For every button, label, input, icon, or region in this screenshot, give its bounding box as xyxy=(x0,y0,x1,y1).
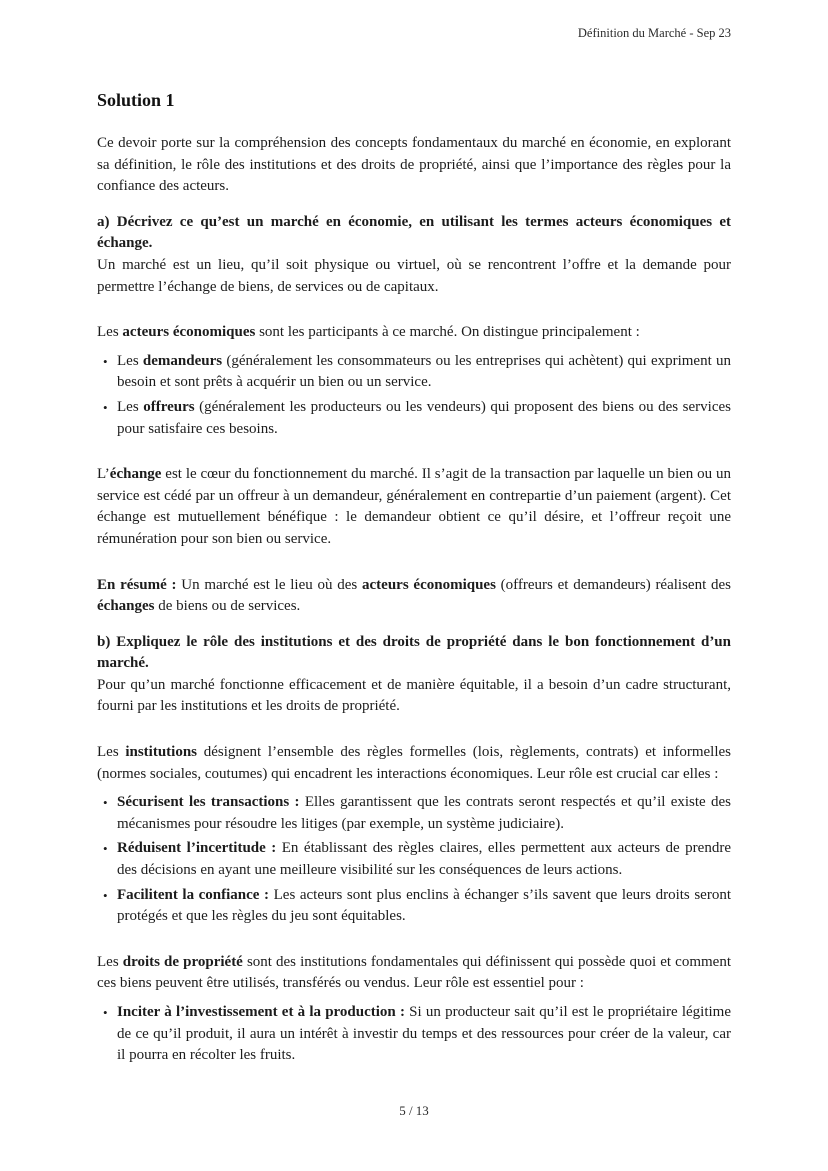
text-segment: En établissant des règles claires, elles permettent aux acteurs de prendre des décisions en ayant une meilleure visibilité sur les conséquences de leurs actions. xyxy=(117,840,731,879)
text-segment: est le cœur du fonctionnement du marché. Il s’agit de la transaction par laquelle un bien ou un service est cédé par un offreur à un demandeur, généralement en contrepartie d’un paiement (argent). Cet échange est mutuellement bénéfique : le demandeur obtient ce qu’il désire, et l’offreur reçoit une rémunération pour son bien ou service. xyxy=(97,466,731,547)
intro-paragraph xyxy=(97,133,731,198)
acteurs-paragraph xyxy=(97,322,731,344)
text-segment: Sécurisent les transactions : xyxy=(117,794,300,811)
list-item xyxy=(117,1002,731,1067)
text-segment: b) Expliquez le rôle des institutions et des droits de propriété dans le bon fonctionnement d’un marché. xyxy=(97,633,731,672)
text-segment: Réduisent l’incertitude : xyxy=(117,840,277,857)
text-segment: (offreurs et demandeurs) réalisent des xyxy=(495,576,731,593)
text-segment: Elles garantissent que les contrats seront respectés et qu’il existe des mécanismes pour résoudre les litiges (par exemple, un système judiciaire). xyxy=(117,794,731,832)
text-segment: Ce devoir porte sur la compréhension des concepts fondamentaux du marché en économie, en explorant sa définition, le rôle des institutions et des droits de propriété, ainsi que l’importance des règles pour la confiance des acteurs. xyxy=(97,135,731,195)
text-segment: échanges xyxy=(97,598,155,615)
text-segment: Les acteurs sont plus enclins à échanger s’ils savent que leurs droits seront protégés et que les règles du jeu sont équitables. xyxy=(117,886,731,925)
section-a-heading xyxy=(97,212,731,255)
resume-paragraph xyxy=(97,575,731,618)
text-segment: L’ xyxy=(97,466,110,483)
text-segment: (généralement les consommateurs ou les entreprises qui achètent) qui expriment un besoin et sont prêts à acquérir un bien ou un service. xyxy=(117,352,731,391)
page-title: Solution 1 xyxy=(97,90,175,110)
text-segment: Les xyxy=(97,744,126,761)
text-segment: a) Décrivez ce qu’est un marché en économie, en utilisant les termes acteurs économiques et échange. xyxy=(97,213,731,252)
text-segment: Les xyxy=(97,953,123,970)
text-segment: Facilitent la confiance : xyxy=(117,886,270,903)
text-segment: Si un producteur sait qu’il est le propriétaire légitime de ce qu’il produit, il aura un intérêt à investir du temps et des ressources pour créer de la valeur, car il pourra en récolter les fruits. xyxy=(117,1004,732,1064)
list-item xyxy=(117,838,731,881)
text-segment: (généralement les producteurs ou les vendeurs) qui proposent des biens ou des services pour satisfaire ces besoins. xyxy=(117,398,731,437)
text-segment: sont des institutions fondamentales qui définissent qui possède quoi et comment ces biens peuvent être utilisés, transférés ou vendus. Leur rôle est essentiel pour : xyxy=(97,953,732,992)
text-segment: Pour qu’un marché fonctionne efficacement et de manière équitable, il a besoin d’un cadre structurant, fourni par les institutions et les droits de propriété. xyxy=(97,676,731,715)
droits-paragraph xyxy=(97,952,731,995)
page-number: 5 / 13 xyxy=(399,1103,429,1118)
institutions-list xyxy=(97,792,731,928)
text-segment: sont les participants à ce marché. On distingue principalement : xyxy=(255,324,640,341)
list-item xyxy=(117,792,731,835)
page-header-title: Définition du Marché - Sep 23 xyxy=(577,26,731,40)
text-segment: demandeurs xyxy=(142,352,223,369)
section-b-body xyxy=(97,675,731,718)
text-segment: Les xyxy=(117,352,143,369)
text-segment: Les xyxy=(97,324,123,341)
text-segment: institutions xyxy=(125,744,198,761)
text-segment: offreurs xyxy=(143,398,195,415)
section-b-heading xyxy=(97,632,731,675)
institutions-paragraph xyxy=(97,742,731,785)
list-item xyxy=(117,351,731,394)
section-a-body xyxy=(97,255,731,298)
document-content xyxy=(97,90,731,1070)
list-item xyxy=(117,397,731,440)
text-segment: Un marché est le lieu où des xyxy=(176,576,363,593)
text-segment: acteurs économiques xyxy=(362,576,496,593)
acteurs-list xyxy=(97,351,731,440)
text-segment: Les xyxy=(117,398,144,415)
text-segment: de biens ou de services. xyxy=(154,598,301,615)
text-segment: Un marché est un lieu, qu’il soit physique ou virtuel, où se rencontrent l’offre et la demande pour permettre l’échange de biens, de services ou de capitaux. xyxy=(97,256,731,295)
text-segment: désignent l’ensemble des règles formelles (lois, règlements, contrats) et informelles (normes sociales, coutumes) qui encadrent les interactions économiques. Leur rôle est crucial car elles : xyxy=(97,744,731,782)
list-item xyxy=(117,885,731,928)
text-segment: Inciter à l’investissement et à la production : xyxy=(117,1004,405,1020)
droits-list xyxy=(97,1002,731,1067)
text-segment: droits de propriété xyxy=(122,953,243,970)
text-segment: acteurs économiques xyxy=(122,324,256,341)
echange-paragraph xyxy=(97,464,731,550)
text-segment: échange xyxy=(109,466,162,483)
text-segment: En résumé : xyxy=(97,576,177,593)
